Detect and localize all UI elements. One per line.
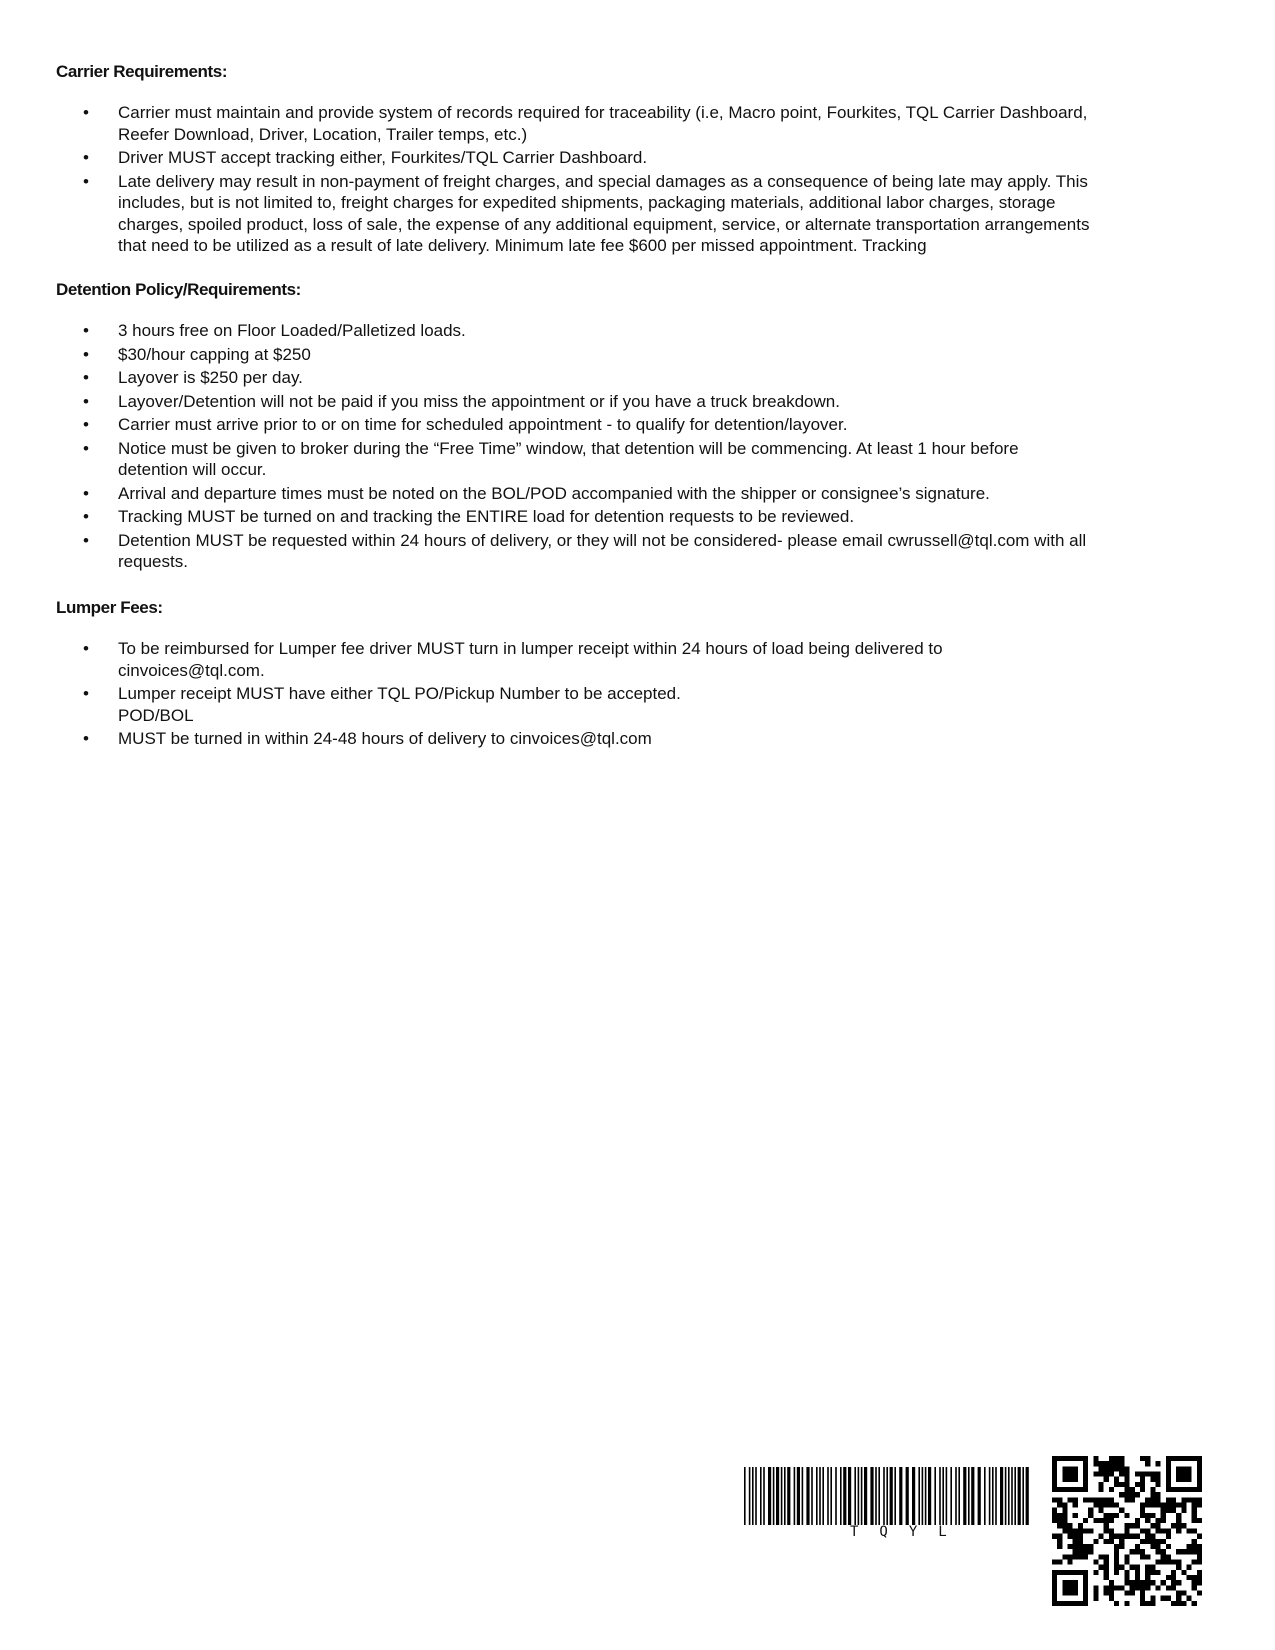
bullet-icon: • bbox=[83, 103, 89, 122]
list-item-text: Driver MUST accept tracking either, Fourkites/TQL Carrier Dashboard. bbox=[118, 148, 648, 167]
lumper-fees-heading: Lumper Fees: bbox=[56, 598, 163, 617]
bullet-icon: • bbox=[83, 321, 89, 340]
carrier-requirements-heading: Carrier Requirements: bbox=[56, 62, 228, 81]
list-item-text: Late delivery may result in non-payment of freight charges, and special damages as a consequence of being late may apply. This bbox=[118, 171, 1088, 191]
carrier-requirements-list bbox=[0, 102, 1220, 259]
bullet-icon: • bbox=[83, 639, 89, 658]
barcode-image bbox=[744, 1467, 1030, 1525]
lumper-fees-list bbox=[0, 638, 1220, 752]
list-item bbox=[0, 638, 1220, 681]
list-item-text: Arrival and departure times must be noted on the BOL/POD accompanied with the shipper or consignee’s signature. bbox=[118, 483, 990, 503]
list-item-text: Carrier must maintain and provide system of records required for traceability (i.e, Macro point, Fourkites, TQL Carrier Dashboard, bbox=[118, 103, 1088, 122]
list-item-text: MUST be turned in within 24-48 hours of delivery to cinvoices@tql.com bbox=[118, 729, 652, 748]
bullet-icon: • bbox=[83, 368, 89, 387]
list-item bbox=[0, 344, 1220, 366]
list-item-text: Notice must be given to broker during the “Free Time” window, that detention will be commencing. At least 1 hour before bbox=[118, 438, 1019, 458]
bullet-icon: • bbox=[83, 507, 89, 526]
bullet-icon: • bbox=[83, 171, 89, 191]
qr-code-image bbox=[1052, 1456, 1202, 1606]
list-item-text: To be reimbursed for Lumper fee driver MUST turn in lumper receipt within 24 hours of load being delivered to bbox=[118, 639, 943, 658]
list-item-text: Carrier must arrive prior to or on time for scheduled appointment - to qualify for detention/layover. bbox=[118, 415, 848, 434]
list-item bbox=[0, 438, 1220, 481]
list-item-text: cinvoices@tql.com. bbox=[118, 660, 265, 680]
list-item bbox=[0, 367, 1220, 389]
list-item-text: Layover/Detention will not be paid if you miss the appointment or if you have a truck breakdown. bbox=[118, 391, 840, 411]
bullet-icon: • bbox=[83, 530, 89, 550]
list-item bbox=[0, 530, 1220, 573]
bullet-icon: • bbox=[83, 415, 89, 434]
list-item bbox=[0, 414, 1220, 436]
list-item bbox=[0, 320, 1220, 342]
bullet-icon: • bbox=[83, 483, 89, 503]
list-item-text: requests. bbox=[118, 552, 188, 571]
list-item bbox=[0, 391, 1220, 413]
list-item-text: POD/BOL bbox=[118, 705, 194, 725]
bullet-icon: • bbox=[83, 729, 89, 748]
bullet-icon: • bbox=[83, 438, 89, 458]
bullet-icon: • bbox=[83, 148, 89, 167]
barcode-caption: TQYL bbox=[850, 1524, 968, 1540]
list-item-text: charges, spoiled product, loss of sale, the expense of any additional equipment, service, or alternate transportation arrangements bbox=[118, 214, 1090, 234]
list-item bbox=[0, 171, 1220, 257]
list-item-text: $30/hour capping at $250 bbox=[118, 344, 311, 364]
list-item-text: detention will occur. bbox=[118, 460, 267, 479]
list-item-text: 3 hours free on Floor Loaded/Palletized loads. bbox=[118, 321, 466, 340]
list-item-text: Lumper receipt MUST have either TQL PO/Pickup Number to be accepted. bbox=[118, 684, 681, 703]
list-item-text: Detention MUST be requested within 24 hours of delivery, or they will not be considered- please email cwrussell@tql.com with all bbox=[118, 530, 1087, 550]
list-item-text: Layover is $250 per day. bbox=[118, 368, 303, 387]
list-item bbox=[0, 147, 1220, 169]
bullet-icon: • bbox=[83, 344, 89, 364]
detention-policy-list bbox=[0, 320, 1220, 575]
list-item-text: that need to be utilized as a result of late delivery. Minimum late fee $600 per missed appointment. Tracking bbox=[118, 236, 927, 255]
list-item bbox=[0, 728, 1220, 750]
detention-policy-heading: Detention Policy/Requirements: bbox=[56, 280, 301, 299]
list-item-text: Tracking MUST be turned on and tracking the ENTIRE load for detention requests to be reviewed. bbox=[118, 507, 855, 526]
list-item bbox=[0, 483, 1220, 505]
bullet-icon: • bbox=[83, 684, 89, 703]
list-item bbox=[0, 506, 1220, 528]
list-item-text: Reefer Download, Driver, Location, Trailer temps, etc.) bbox=[118, 124, 528, 144]
bullet-icon: • bbox=[83, 391, 89, 411]
list-item bbox=[0, 102, 1220, 145]
list-item bbox=[0, 683, 1220, 726]
list-item-text: includes, but is not limited to, freight charges for expedited shipments, packaging materials, additional labor charges, storage bbox=[118, 193, 1056, 212]
